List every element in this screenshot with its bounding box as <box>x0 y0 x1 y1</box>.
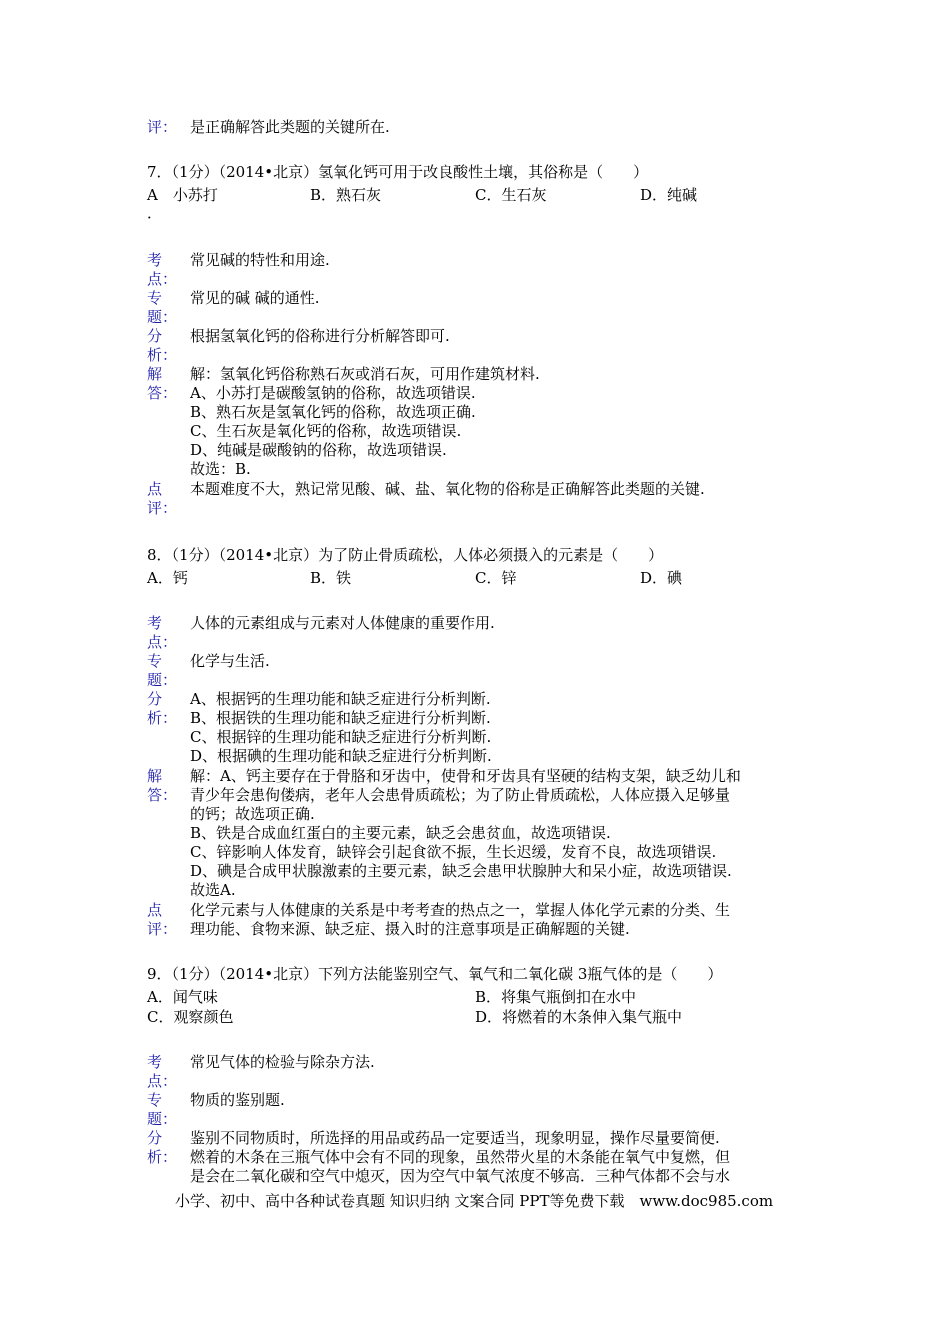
question-9-stem: 9．（1分）（2014•北京）下列方法能鉴别空气、氧气和二氧化碳 3瓶气体的是（ ） <box>147 965 723 983</box>
q9-zhuanti-label: 专题： <box>147 1091 178 1128</box>
q8-option-b: B．铁 <box>310 569 352 587</box>
q7-fenxi-label: 分析： <box>147 327 178 364</box>
q7-jieda-line: D、纯碱是碳酸钠的俗称，故选项错误. <box>190 441 447 459</box>
q8-option-c: C．锌 <box>475 569 517 587</box>
q8-jieda-line: C、锌影响人体发育，缺锌会引起食欲不振，生长迟缓，发育不良，故选项错误. <box>190 843 717 861</box>
q9-option-b: B．将集气瓶倒扣在水中 <box>475 988 637 1006</box>
q7-option-a: A 小苏打 <box>147 186 218 204</box>
q9-option-c: C．观察颜色 <box>147 1008 234 1026</box>
q7-dianping: 本题难度不大，熟记常见酸、碱、盐、氧化物的俗称是正确解答此类题的关键. <box>190 480 705 498</box>
q9-fenxi-line: 鉴别不同物质时，所选择的用品或药品一定要适当，现象明显，操作尽量要简便. <box>190 1129 720 1147</box>
review-text: 是正确解答此类题的关键所在. <box>190 118 390 136</box>
q7-zhuanti: 常见的碱 碱的通性. <box>190 289 320 307</box>
q9-option-a: A．闻气味 <box>147 988 218 1006</box>
question-7-stem: 7．（1分）（2014•北京）氢氧化钙可用于改良酸性土壤，其俗称是（ ） <box>147 163 649 181</box>
q7-jieda-line: A、小苏打是碳酸氢钠的俗称，故选项错误. <box>190 384 476 402</box>
q7-kaodian: 常见碱的特性和用途. <box>190 251 330 269</box>
q8-fenxi-line: B、根据铁的生理功能和缺乏症进行分析判断. <box>190 709 491 727</box>
q8-jieda-line: 解：A、钙主要存在于骨胳和牙齿中，使骨和牙齿具有坚硬的结构支架，缺乏幼儿和 <box>190 767 741 785</box>
q7-kaodian-label: 考点： <box>147 251 178 288</box>
q9-zhuanti: 物质的鉴别题. <box>190 1091 285 1109</box>
q8-fenxi-line: C、根据锌的生理功能和缺乏症进行分析判断. <box>190 728 492 746</box>
q7-option-b: B．熟石灰 <box>310 186 382 204</box>
q7-jieda-line: 解：氢氧化钙俗称熟石灰或消石灰，可用作建筑材料. <box>190 365 540 383</box>
q9-fenxi-line: 燃着的木条在三瓶气体中会有不同的现象，虽然带火星的木条能在氧气中复燃，但 <box>190 1148 731 1166</box>
q8-kaodian: 人体的元素组成与元素对人体健康的重要作用. <box>190 614 495 632</box>
q8-dianping-line: 理功能、食物来源、缺乏症、摄入时的注意事项是正确解题的关键. <box>190 920 630 938</box>
q8-jieda-line: D、碘是合成甲状腺激素的主要元素，缺乏会患甲状腺肿大和呆小症，故选项错误. <box>190 862 732 880</box>
q7-zhuanti-label: 专题： <box>147 289 178 326</box>
page-footer: 小学、初中、高中各种试卷真题 知识归纳 文案合同 PPT等免费下载 www.doc985.com <box>175 1192 774 1210</box>
q7-jieda-line: B、熟石灰是氢氧化钙的俗称，故选项正确. <box>190 403 476 421</box>
q8-option-a: A．钙 <box>147 569 188 587</box>
q9-kaodian: 常见气体的检验与除杂方法. <box>190 1053 375 1071</box>
q8-kaodian-label: 考点： <box>147 614 178 651</box>
q8-dianping-line: 化学元素与人体健康的关系是中考考查的热点之一，掌握人体化学元素的分类、生 <box>190 901 731 919</box>
q7-dianping-label: 点评： <box>147 480 178 517</box>
q8-jieda-line: 故选A. <box>190 881 236 899</box>
q8-jieda-label: 解答： <box>147 767 178 804</box>
q7-option-c: C．生石灰 <box>475 186 547 204</box>
q8-jieda-line: 的钙；故选项正确. <box>190 805 315 823</box>
q8-fenxi-line: A、根据钙的生理功能和缺乏症进行分析判断. <box>190 690 491 708</box>
q7-option-a-dot: ． <box>147 204 163 222</box>
q8-jieda-line: B、铁是合成血红蛋白的主要元素，缺乏会患贫血，故选项错误. <box>190 824 611 842</box>
q8-option-d: D．碘 <box>640 569 683 587</box>
q9-fenxi-label: 分析： <box>147 1129 178 1166</box>
q7-option-d: D．纯碱 <box>640 186 698 204</box>
q8-zhuanti-label: 专题： <box>147 652 178 689</box>
q9-kaodian-label: 考点： <box>147 1053 178 1090</box>
q9-option-d: D．将燃着的木条伸入集气瓶中 <box>475 1008 683 1026</box>
question-8-stem: 8．（1分）（2014•北京）为了防止骨质疏松，人体必须摄入的元素是（ ） <box>147 546 664 564</box>
q7-fenxi: 根据氢氧化钙的俗称进行分析解答即可. <box>190 327 450 345</box>
q7-jieda-label: 解答： <box>147 365 178 402</box>
q8-dianping-label: 点评： <box>147 901 178 938</box>
q8-fenxi-line: D、根据碘的生理功能和缺乏症进行分析判断. <box>190 747 492 765</box>
q8-fenxi-label: 分析： <box>147 690 178 727</box>
review-label: 评： <box>147 118 178 136</box>
q7-jieda-line: 故选：B. <box>190 460 251 478</box>
q8-zhuanti: 化学与生活. <box>190 652 270 670</box>
q9-fenxi-line: 是会在二氧化碳和空气中熄灭，因为空气中氧气浓度不够高．三种气体都不会与水 <box>190 1167 731 1185</box>
q7-jieda-line: C、生石灰是氧化钙的俗称，故选项错误. <box>190 422 462 440</box>
q8-jieda-line: 青少年会患佝偻病，老年人会患骨质疏松；为了防止骨质疏松，人体应摄入足够量 <box>190 786 731 804</box>
